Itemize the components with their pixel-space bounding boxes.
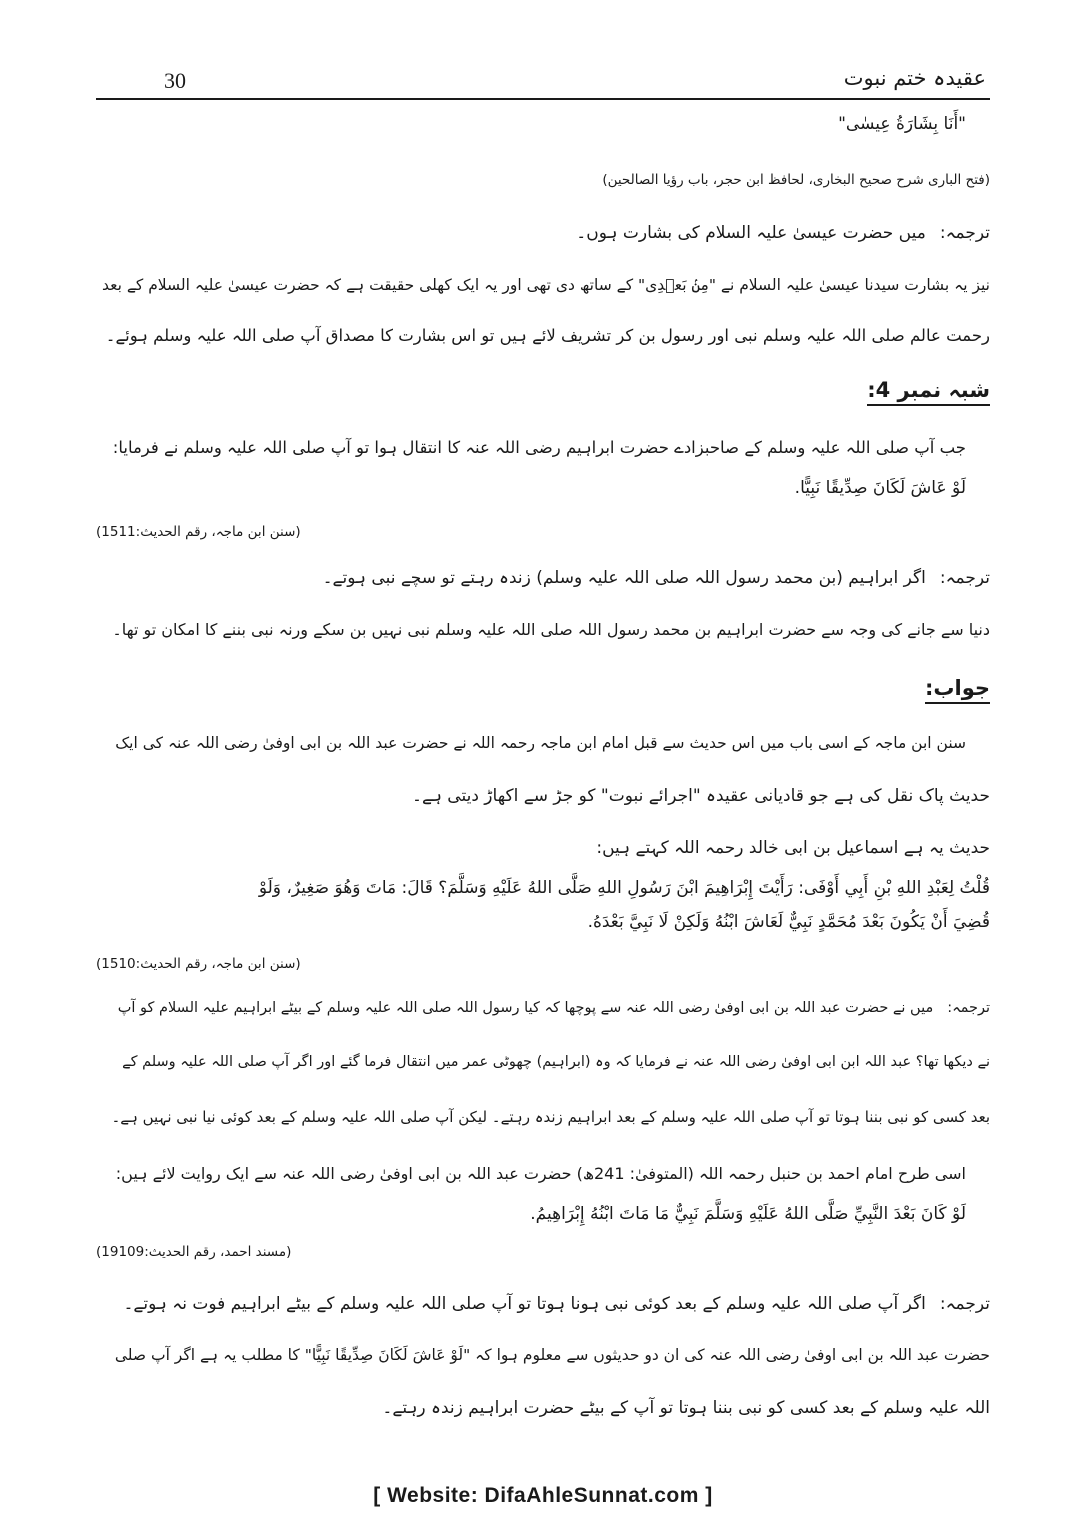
reference-ibn-majah-1510: (سنن ابن ماجہ، رقم الحدیث:1510) bbox=[96, 956, 301, 972]
paragraph-line: دنیا سے جانے کی وجہ سے حضرت ابراہیم بن محمد رسول اللہ صلی اللہ علیہ وسلم نبی نہیں بن سکے ورنہ نبی بننے کا امکان تو تھا۔ bbox=[112, 620, 990, 639]
page-number: 30 bbox=[164, 68, 186, 93]
translation-text: اگر ابراہیم (بن محمد رسول اللہ صلی اللہ علیہ وسلم) زندہ رہتے تو سچے نبی ہوتے۔ bbox=[322, 568, 926, 588]
paragraph-line: اسی طرح امام احمد بن حنبل رحمہ اللہ (المتوفیٰ: 241ھ) حضرت عبد اللہ بن ابی اوفیٰ رضی اللہ عنہ سے ایک روایت لائے ہیں: bbox=[115, 1164, 966, 1183]
arabic-hadith-line: قُلْتُ لِعَبْدِ اللهِ بْنِ أَبِي أَوْفَى: رَأَيْتَ إِبْرَاهِيمَ ابْنَ رَسُولِ اللهِ صَلَّى اللهُ عَلَيْهِ وَسَلَّمَ؟ قَالَ: مَاتَ وَهُوَ صَغِيرٌ، وَلَوْ bbox=[258, 878, 990, 898]
paragraph-line: رحمت عالم صلی اللہ علیہ وسلم نبی اور رسول بن کر تشریف لائے ہیں تو اس بشارت کا مصداق آپ صلی اللہ علیہ وسلم ہوئے۔ bbox=[105, 326, 990, 345]
translation-line bbox=[323, 568, 990, 588]
paragraph-line: حدیث پاک نقل کی ہے جو قادیانی عقیدہ "اجرائے نبوت" کو جڑ سے اکھاڑ دیتی ہے۔ bbox=[412, 786, 990, 806]
section-heading-jawab: جواب: bbox=[925, 676, 990, 704]
translation-line bbox=[123, 1294, 990, 1314]
reference-ibn-majah-1511: (سنن ابن ماجہ، رقم الحدیث:1511) bbox=[96, 524, 301, 540]
paragraph-line: سنن ابن ماجہ کے اسی باب میں اس حدیث سے قبل امام ابن ماجہ رحمہ اللہ نے حضرت عبد اللہ بن ابی اوفیٰ رضی اللہ عنہ کی ایک bbox=[115, 734, 966, 752]
paragraph-line: حدیث یہ ہے اسماعیل بن ابی خالد رحمہ اللہ کہتے ہیں: bbox=[596, 838, 990, 858]
website-footer: [ Website: DifaAhleSunnat.com ] bbox=[373, 1484, 713, 1507]
arabic-hadith-line: قُضِيَ أَنْ يَكُونَ بَعْدَ مُحَمَّدٍ نَبِيٌّ لَعَاشَ ابْنُهُ وَلَكِنْ لَا نَبِيَّ بَعْدَهُ. bbox=[587, 912, 990, 932]
translation-label: ترجمہ: bbox=[939, 1294, 990, 1314]
translation-label: ترجمہ: bbox=[939, 223, 990, 243]
arabic-quote: "أَنَا بِشَارَةُ عِيسٰى" bbox=[838, 114, 966, 134]
translation-label: ترجمہ: bbox=[939, 568, 990, 588]
paragraph-line: جب آپ صلی اللہ علیہ وسلم کے صاحبزادے حضرت ابراہیم رضی اللہ عنہ کا انتقال ہوا تو آپ صلی اللہ علیہ وسلم نے فرمایا: bbox=[112, 438, 966, 457]
arabic-hadith: لَوْ عَاشَ لَكَانَ صِدِّيقًا نَبِيًّا. bbox=[794, 478, 966, 498]
paragraph-line: نے دیکھا تھا؟ عبد اللہ ابن ابی اوفیٰ رضی اللہ عنہ نے فرمایا کہ وہ (ابراہیم) چھوٹی عمر میں انتقال فرما گئے اور اگر آپ صلی اللہ علیہ وسلم کے bbox=[122, 1054, 990, 1070]
paragraph-line: حضرت عبد اللہ بن ابی اوفیٰ رضی اللہ عنہ کی ان دو حدیثوں سے معلوم ہوا کہ "لَوْ عَاشَ لَكَانَ صِدِّيقًا نَبِيًّا" کا مطلب یہ ہے اگر آپ صلی bbox=[114, 1346, 990, 1364]
translation-text: اگر آپ صلی اللہ علیہ وسلم کے بعد کوئی نبی ہونا ہوتا تو آپ صلی اللہ علیہ وسلم کے بیٹے ابراہیم فوت نہ ہوتے۔ bbox=[123, 1294, 926, 1314]
translation-text: میں حضرت عیسیٰ علیہ السلام کی بشارت ہوں۔ bbox=[576, 223, 926, 243]
paragraph-line: نیز یہ بشارت سیدنا عیسیٰ علیہ السلام نے "مِنۢ بَعۡدِی" کے ساتھ دی تھی اور یہ ایک کھلی حقیقت ہے کہ حضرت عیسیٰ علیہ السلام کے بعد bbox=[101, 276, 990, 294]
reference-fath-al-bari: (فتح الباری شرح صحیح البخاری، لحافظ ابن حجر، باب رؤیا الصالحین) bbox=[602, 172, 990, 188]
translation-label: ترجمہ: bbox=[947, 1000, 990, 1016]
page-header bbox=[96, 62, 990, 100]
book-title: عقیدہ ختم نبوت bbox=[843, 66, 986, 90]
reference-musnad-ahmad-19109: (مسند احمد، رقم الحدیث:19109) bbox=[96, 1244, 292, 1260]
paragraph-line: اللہ علیہ وسلم کے بعد کسی کو نبی بننا ہوتا تو آپ کے بیٹے حضرت ابراہیم زندہ رہتے۔ bbox=[382, 1398, 990, 1418]
paragraph-line: بعد کسی کو نبی بننا ہوتا تو آپ صلی اللہ علیہ وسلم کے بعد ابراہیم زندہ رہتے۔ لیکن آپ صلی اللہ علیہ وسلم کے بعد کوئی نیا نبی نہیں ہے۔ bbox=[111, 1108, 990, 1126]
translation-line bbox=[576, 223, 990, 243]
section-heading-shubha-4: شبہ نمبر 4: bbox=[867, 378, 990, 406]
translation-line bbox=[118, 1000, 990, 1017]
translation-text: میں نے حضرت عبد اللہ بن ابی اوفیٰ رضی اللہ عنہ سے پوچھا کہ کیا رسول اللہ صلی اللہ علیہ وسلم کے بیٹے ابراہیم علیہ السلام کو آپ bbox=[117, 1000, 934, 1016]
arabic-hadith: لَوْ كَانَ بَعْدَ النَّبِيِّ صَلَّى اللهُ عَلَيْهِ وَسَلَّمَ نَبِيٌّ مَا مَاتَ ابْنُهُ إِبْرَاهِيمُ. bbox=[530, 1204, 966, 1224]
